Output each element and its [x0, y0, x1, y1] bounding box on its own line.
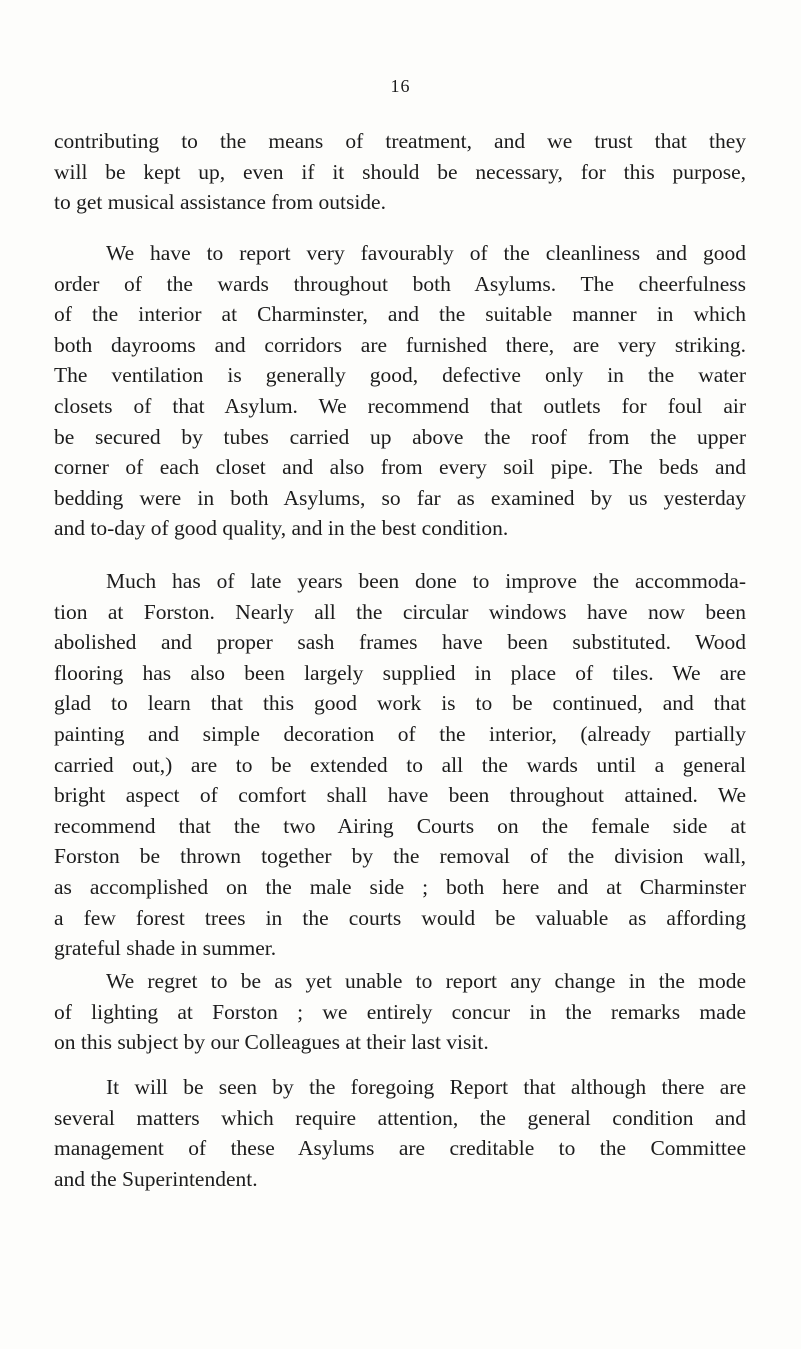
- text-line: and the Superintendent.: [54, 1166, 258, 1191]
- text-line: management of these Asylums are creditable to the Committee: [54, 1136, 746, 1161]
- text-line: recommend that the two Airing Courts on the female side at: [54, 813, 746, 838]
- text-line: of lighting at Forston ; we entirely concur in the remarks made: [54, 999, 746, 1024]
- paragraph-1: [54, 126, 746, 218]
- text-line: The ventilation is generally good, defective only in the water: [54, 363, 746, 388]
- text-line: be secured by tubes carried up above the roof from the upper: [54, 424, 746, 449]
- text-line: We have to report very favourably of the cleanliness and good: [106, 241, 746, 265]
- paragraph-4: [54, 966, 746, 1058]
- text-line: bedding were in both Asylums, so far as examined by us yesterday: [54, 485, 746, 510]
- text-line: order of the wards throughout both Asylums. The cheerfulness: [54, 271, 746, 296]
- text-line: bright aspect of comfort shall have been throughout attained. We: [54, 783, 746, 808]
- text-line: contributing to the means of treatment, and we trust that they: [54, 129, 746, 153]
- text-line: closets of that Asylum. We recommend that outlets for foul air: [54, 393, 746, 418]
- text-line: to get musical assistance from outside.: [54, 190, 386, 215]
- text-line: and to-day of good quality, and in the best condition.: [54, 516, 509, 541]
- text-line: Much has of late years been done to improve the accommoda-: [106, 569, 746, 593]
- text-line: carried out,) are to be extended to all the wards until a general: [54, 752, 746, 777]
- paragraph-5: [54, 1072, 746, 1194]
- text-line: tion at Forston. Nearly all the circular windows have now been: [54, 599, 746, 624]
- text-line: on this subject by our Colleagues at their last visit.: [54, 1030, 489, 1055]
- page-number: 16: [390, 76, 411, 96]
- text-line: glad to learn that this good work is to be continued, and that: [54, 691, 746, 716]
- paragraph-2: [54, 238, 746, 544]
- text-line: corner of each closet and also from every soil pipe. The beds and: [54, 455, 746, 480]
- text-line: of the interior at Charminster, and the suitable manner in which: [54, 302, 746, 327]
- text-line: painting and simple decoration of the interior, (already partially: [54, 721, 746, 746]
- text-line: flooring has also been largely supplied in place of tiles. We are: [54, 660, 746, 685]
- text-line: both dayrooms and corridors are furnished there, are very striking.: [54, 332, 746, 357]
- text-line: We regret to be as yet unable to report any change in the mode: [106, 969, 746, 993]
- text-line: a few forest trees in the courts would be valuable as affording: [54, 905, 746, 930]
- text-line: as accomplished on the male side ; both here and at Charminster: [54, 874, 746, 899]
- text-line: It will be seen by the foregoing Report that although there are: [106, 1075, 746, 1099]
- text-line: will be kept up, even if it should be necessary, for this purpose,: [54, 159, 746, 184]
- text-line: grateful shade in summer.: [54, 936, 277, 961]
- text-line: abolished and proper sash frames have been substituted. Wood: [54, 630, 746, 655]
- text-line: Forston be thrown together by the removal of the division wall,: [54, 844, 746, 869]
- text-line: several matters which require attention, the general condition and: [54, 1105, 746, 1130]
- paragraph-3: [54, 566, 746, 964]
